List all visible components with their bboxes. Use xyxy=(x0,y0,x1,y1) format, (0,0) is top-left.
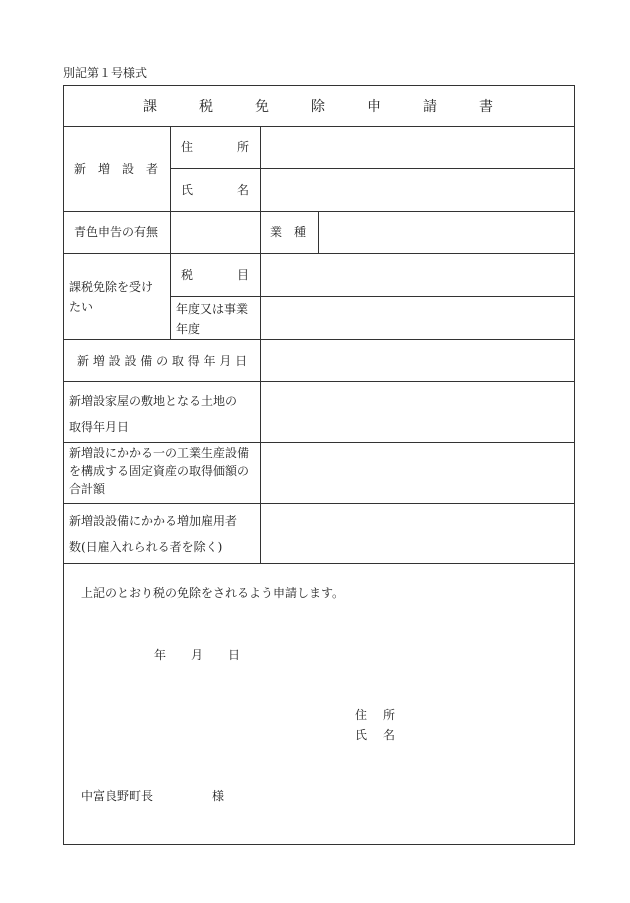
business-type-label: 業 種 xyxy=(270,225,307,239)
title-char: 免 xyxy=(255,99,271,115)
date-month: 月 xyxy=(191,648,204,662)
name-label xyxy=(181,180,249,200)
date-year: 年 xyxy=(154,648,167,662)
signature-name-char: 名 xyxy=(382,728,395,742)
row-divider xyxy=(63,563,575,564)
equipment-date-label: 新 増 設 設 備 の 取 得 年 月 日 xyxy=(77,354,248,368)
date-day: 日 xyxy=(228,648,241,662)
applicant-label: 新 増 設 者 xyxy=(74,162,159,176)
fiscal-year-label-line: 年度 xyxy=(176,322,201,336)
land-date-label-line: 新増設家屋の敷地となる土地の xyxy=(69,394,238,408)
tax-item-label-char: 目 xyxy=(236,268,249,282)
addressee: 中富良野町長 xyxy=(81,789,154,803)
asset-total-label-line: 合計額 xyxy=(69,482,106,496)
asset-total-label-line: 新増設にかかる一の工業生産設備 xyxy=(69,446,250,460)
blue-return-label: 青色申告の有無 xyxy=(74,225,159,239)
asset-total-field[interactable] xyxy=(261,443,574,503)
tax-exempt-label xyxy=(69,277,153,317)
form-caption: 別記第１号様式 xyxy=(63,66,148,80)
title-char: 税 xyxy=(199,99,215,115)
address-label-char: 住 xyxy=(181,140,194,154)
land-date-label-line: 取得年月日 xyxy=(69,420,130,434)
fiscal-year-label-line: 年度又は事業 xyxy=(176,302,249,316)
asset-total-label xyxy=(69,444,249,498)
title-char: 申 xyxy=(367,99,383,115)
fiscal-year-label xyxy=(176,299,248,339)
employees-label xyxy=(69,508,237,560)
signature-address-char: 所 xyxy=(382,708,395,722)
title-char: 請 xyxy=(423,99,439,115)
land-date-label xyxy=(69,388,237,440)
name-field[interactable] xyxy=(261,169,574,211)
employees-field[interactable] xyxy=(261,504,574,563)
request-statement: 上記のとおり税の免除をされるよう申請します。 xyxy=(81,586,345,600)
tax-exempt-label-line: たい xyxy=(69,300,94,314)
signature-address-char: 住 xyxy=(355,708,368,722)
tax-item-label-char: 税 xyxy=(181,268,194,282)
signature-name-char: 氏 xyxy=(355,728,368,742)
tax-exempt-label-line: 課税免除を受け xyxy=(69,280,154,294)
asset-total-label-line: を構成する固定資産の取得価額の xyxy=(69,464,250,478)
title-char: 除 xyxy=(311,99,327,115)
title-char: 課 xyxy=(143,99,159,115)
tax-item-field[interactable] xyxy=(261,254,574,296)
signature-name-label xyxy=(355,725,395,745)
name-label-char: 名 xyxy=(236,183,249,197)
tax-item-label xyxy=(181,265,249,285)
form-title xyxy=(64,86,574,126)
address-field[interactable] xyxy=(261,127,574,168)
address-label xyxy=(181,137,249,157)
land-date-field[interactable] xyxy=(261,382,574,442)
address-label-char: 所 xyxy=(236,140,249,154)
business-type-field[interactable] xyxy=(319,212,574,253)
honorific: 様 xyxy=(212,789,225,803)
title-char: 書 xyxy=(479,99,495,115)
employees-label-line: 新増設設備にかかる増加雇用者 xyxy=(69,514,238,528)
name-label-char: 氏 xyxy=(181,183,194,197)
employees-label-line: 数(日雇入れられる者を除く) xyxy=(69,540,223,554)
fiscal-year-field[interactable] xyxy=(261,297,574,339)
blue-return-field[interactable] xyxy=(171,212,260,253)
column-divider xyxy=(170,253,171,339)
equipment-date-field[interactable] xyxy=(261,340,574,381)
signature-address-label xyxy=(355,705,395,725)
